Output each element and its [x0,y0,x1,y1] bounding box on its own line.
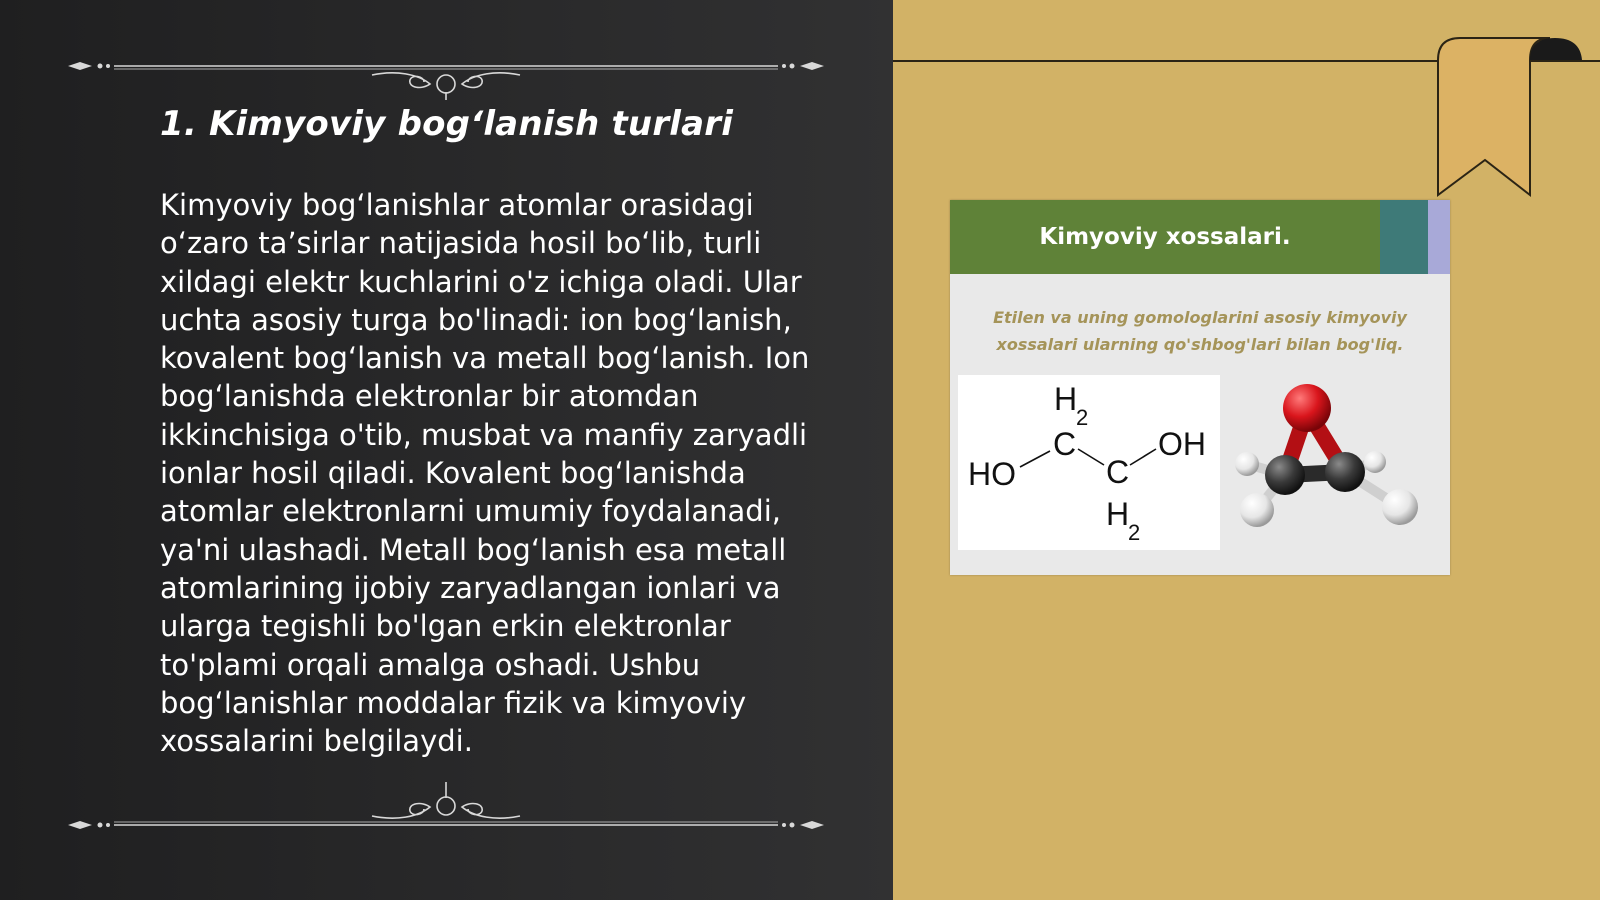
formula-ho: HO [968,456,1016,492]
card-header-accent [1428,200,1450,274]
formula-sub-bottom: 2 [1128,520,1141,545]
ethylene-glycol-formula [958,375,1220,550]
slide-title: 1. Kimyoviy bog‘lanish turlari [160,104,734,144]
bookmark-ribbon-icon [1430,30,1600,205]
card-subtitle: Etilen va uning gomologlarini asosiy kimyoviy xossalari ularning qo'shbog'lari bilan bog'liq. [993,308,1407,354]
chemistry-image-card [950,200,1450,575]
ornament-divider-icon [66,772,826,832]
formula-h2-bottom: H [1106,496,1130,532]
slide-body-text: Kimyoviy bog‘lanishlar atomlar orasidagi o‘zaro ta’sirlar natijasida hosil bo‘lib, turli xildagi elektr kuchlarini o'z ichiga oladi. Ular uchta asosiy turga bo'linadi: ion bog‘lanish, kovalent bog‘lanish va metall bog‘lanish. Ion bog‘lanishda elektronlar bir atomdan ikkinchisiga o'tib, musbat va manfiy zaryadli ionlar hosil qiladi. Kovalent bog‘lanishda atomlar elektronlarni umumiy foydalanadi, ya'ni ulashadi. Metall bog‘lanish esa metall atomlarining ijobiy zaryadlangan ionlari va ularga tegishli bo'lgan erkin elektronlar to'plami orqali amalga oshadi. Ushbu bog‘lanishlar moddalar fizik va kimyoviy xossalarini belgilaydi. [160,188,810,759]
formula-oh: OH [1158,426,1206,462]
formula-carbon-1: C [1053,426,1077,462]
formula-carbon-2: C [1106,454,1130,490]
card-header-accent [1380,200,1428,274]
ethylene-oxide-molecule-icon [1215,380,1445,560]
formula-sub-top: 2 [1076,405,1089,430]
card-header: Kimyoviy xossalari. [950,200,1380,274]
ornament-divider-icon [66,40,826,100]
formula-h2-top: H [1054,381,1078,417]
